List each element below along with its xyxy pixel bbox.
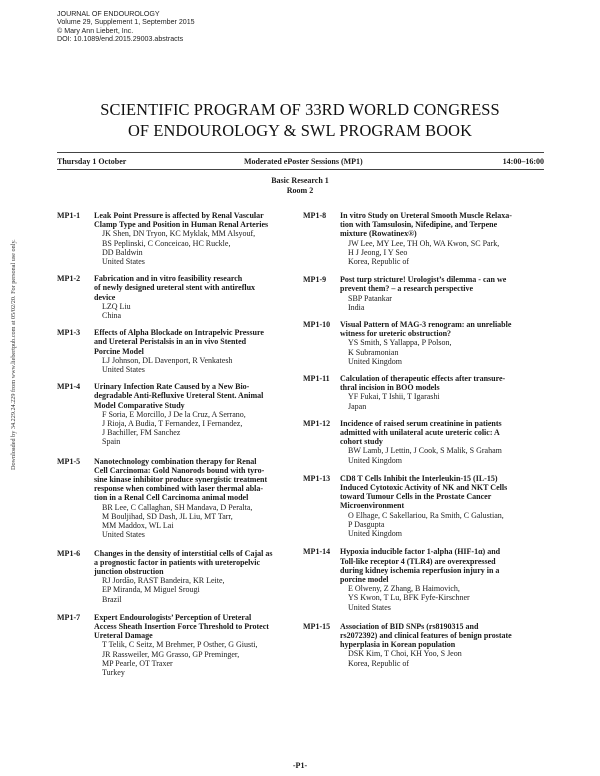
abstract-code: MP1-8 (303, 211, 327, 220)
journal-copyright: © Mary Ann Liebert, Inc. (57, 26, 134, 35)
abstract-entry (57, 613, 297, 677)
abstract-authors (348, 511, 548, 539)
abstract-code: MP1-13 (303, 473, 331, 483)
abstract-body (94, 382, 297, 446)
abstract-entry (57, 457, 297, 540)
abstract-code: MP1-5 (57, 456, 81, 466)
abstract-entry (303, 474, 548, 538)
abstract-title-line: Hypoxia inducible factor 1-alpha (HIF-1α) and (340, 547, 501, 557)
abstract-authors (348, 446, 548, 464)
abstract-author-line: MP Pearle, OT Traxer (102, 658, 173, 668)
abstract-author-line: F Soria, E Morcillo, J De la Cruz, A Serrano, (102, 409, 246, 419)
session-header (57, 157, 544, 169)
abstract-country: United States (102, 530, 145, 540)
abstract-country: Japan (348, 401, 367, 411)
abstract-body (94, 613, 297, 677)
right-column (303, 211, 548, 668)
abstract-author-line: BR Lee, C Callaghan, SH Mandava, D Peralta, (102, 502, 253, 512)
abstract-authors (348, 294, 548, 312)
abstract-author-line: J Rioja, A Budia, T Fernandez, I Fernandez, (102, 419, 243, 429)
abstract-country: United States (102, 365, 145, 375)
abstract-body (340, 419, 548, 465)
abstract-title-line: Expert Endourologists’ Perception of Ureteral (94, 612, 252, 622)
abstract-author-line: O Elhage, C Sakellariou, Ra Smith, C Galustian, (348, 510, 504, 520)
abstract-title-line: of newly designed ureteral stent with antireflux (94, 283, 256, 293)
session-name: Moderated ePoster Sessions (MP1) (244, 157, 363, 166)
abstract-body (340, 374, 548, 411)
abstract-entry (303, 320, 548, 366)
abstract-title (340, 320, 548, 338)
abstract-body (94, 274, 297, 320)
abstract-title-line: a prognostic factor in patients with ureteropelvic (94, 557, 261, 567)
abstract-title (94, 382, 297, 410)
session-day: Thursday 1 October (57, 157, 127, 166)
abstract-title-line: device (94, 292, 116, 302)
abstract-authors (348, 338, 548, 366)
abstract-authors (102, 302, 297, 320)
abstract-code: MP1-1 (57, 211, 81, 220)
abstract-code: MP1-2 (57, 274, 81, 284)
abstract-author-line: YS Smith, S Yallappa, P Polson, (348, 338, 452, 348)
abstract-code: MP1-11 (303, 374, 330, 384)
left-column (57, 211, 297, 677)
page-number: -P1- (292, 761, 308, 770)
abstract-code: MP1-9 (303, 275, 327, 285)
abstract-title (340, 419, 548, 447)
abstract-title-line: Incidence of raised serum creatinine in patients (340, 418, 502, 428)
abstract-author-line: DSK Kim, T Choi, KH Yoo, S Jeon (348, 649, 462, 659)
abstract-title-line: sine kinase inhibitor produce synergistic treatment (94, 475, 268, 485)
abstract-authors (102, 576, 297, 604)
abstract-title-line: degradable Anti-Refluxive Ureteral Stent. Animal (94, 391, 264, 401)
abstract-title-line: thral incision in BOO models (340, 383, 440, 393)
abstract-authors (102, 410, 297, 447)
abstract-title-line: toward Tumour Cells in the Prostate Cancer (340, 492, 492, 502)
abstract-author-line: J Bachiller, FM Sanchez (102, 428, 181, 438)
abstract-author-line: JK Shen, DN Tryon, KC Myklak, MM Alsyouf, (102, 229, 256, 239)
abstract-authors (102, 229, 297, 266)
abstract-title-line: CD8 T Cells Inhibit the Interleukin-15 (IL-15) (340, 473, 498, 483)
abstract-body (340, 547, 548, 611)
abstract-author-line: LZQ Liu (102, 301, 131, 311)
abstract-title-line: Ureteral Damage (94, 631, 153, 641)
abstract-author-line: LJ Johnson, DL Davenport, R Venkatesh (102, 355, 233, 365)
abstract-title (340, 275, 548, 293)
abstract-entry (303, 211, 548, 266)
abstract-title-line: Visual Pattern of MAG-3 renogram: an unreliable (340, 320, 512, 330)
abstract-country: Turkey (102, 667, 125, 677)
title-line-1: SCIENTIFIC PROGRAM OF 33RD WORLD CONGRESS (100, 100, 500, 119)
abstract-title-line: Microenvironment (340, 501, 405, 511)
abstract-title (340, 474, 548, 511)
abstract-title-line: mixture (Rowatinex®) (340, 229, 417, 239)
abstract-code: MP1-7 (57, 612, 81, 622)
abstract-author-line: SBP Patankar (348, 293, 392, 303)
abstract-title-line: Urinary Infection Rate Caused by a New Bio- (94, 382, 250, 392)
abstract-code: MP1-12 (303, 418, 331, 428)
abstract-title-line: during kidney ischemia reperfusion injury in a (340, 565, 500, 575)
journal-volume: Volume 29, Supplement 1, September 2015 (57, 18, 195, 27)
abstract-body (94, 549, 297, 604)
abstract-title-line: Effects of Alpha Blockade on Intrapelvic Pressure (94, 328, 264, 338)
abstract-author-line: RJ Jordão, RAST Bandeira, KR Leite, (102, 576, 225, 586)
abstract-country: United States (102, 257, 145, 267)
abstract-title-line: Porcine Model (94, 346, 144, 356)
abstract-body (94, 457, 297, 540)
abstract-country: United Kingdom (348, 356, 402, 366)
session-subtitle: Basic Research 1 (271, 176, 329, 185)
abstract-country: Spain (102, 437, 121, 447)
abstract-entry (57, 211, 297, 266)
abstract-authors (102, 640, 297, 677)
abstract-body (94, 211, 297, 266)
abstract-authors (348, 584, 548, 612)
top-rule (57, 152, 544, 153)
page-title (0, 99, 600, 141)
abstract-author-line: EP Miranda, M Miguel Srougi (102, 585, 200, 595)
abstract-title-line: porcine model (340, 574, 389, 584)
session-rule (57, 169, 544, 170)
abstract-author-line: M Bouljihad, SD Dash, JL Liu, MT Tarr, (102, 511, 233, 521)
abstract-body (340, 622, 548, 668)
abstract-title (340, 547, 548, 584)
abstract-title (94, 613, 297, 641)
abstract-title-line: response when combined with laser thermal abla- (94, 484, 264, 494)
abstract-entry (57, 328, 297, 374)
abstract-title (94, 457, 297, 503)
abstract-title-line: admitted with unilateral acute ureteric colic: A (340, 428, 500, 438)
abstract-author-line: E Olweny, Z Zhang, B Haimovich, (348, 584, 460, 594)
abstract-authors (102, 503, 297, 540)
abstract-country: India (348, 302, 365, 312)
abstract-body (340, 275, 548, 312)
abstract-body (94, 328, 297, 374)
abstract-title-line: witness for ureteric obstruction? (340, 329, 452, 339)
session-time: 14:00–16:00 (502, 157, 544, 166)
abstract-code: MP1-10 (303, 320, 331, 330)
abstract-title-line: In vitro Study on Ureteral Smooth Muscle Relaxa- (340, 211, 512, 220)
abstract-entry (57, 549, 297, 604)
abstract-title-line: Induced Cytotoxic Activity of NK and NKT Cells (340, 483, 508, 493)
abstract-entry (303, 419, 548, 465)
abstract-author-line: YF Fukai, T Ishii, T Igarashi (348, 392, 440, 402)
abstract-title-line: Access Sheath Insertion Force Threshold to Protect (94, 621, 269, 631)
abstract-author-line: T Telik, C Seitz, M Brehmer, P Osther, G Giusti, (102, 640, 258, 650)
abstract-title (340, 211, 548, 239)
abstract-title (94, 328, 297, 356)
abstract-body (340, 474, 548, 538)
abstract-title-line: Post turp stricture! Urologist’s dilemma - can we (340, 275, 507, 285)
abstract-author-line: K Subramonian (348, 347, 399, 357)
abstract-title-line: Model Comparative Study (94, 400, 185, 410)
abstract-title-line: hyperplasia in Korean population (340, 640, 456, 650)
abstract-code: MP1-6 (57, 548, 81, 558)
abstract-author-line: BW Lamb, J Lettin, J Cook, S Malik, S Graham (348, 446, 502, 456)
journal-doi: DOI: 10.1089/end.2015.29003.abstracts (57, 35, 184, 44)
abstract-country: Brazil (102, 594, 122, 604)
journal-name: JOURNAL OF ENDOUROLOGY (57, 10, 160, 18)
journal-header (57, 10, 195, 44)
abstract-code: MP1-15 (303, 621, 331, 631)
abstract-title-line: Nanotechnology combination therapy for Renal (94, 456, 257, 466)
abstract-author-line: YS Kwon, T Lu, BFK Fyfe-Kirschner (348, 593, 470, 603)
abstract-country: United Kingdom (348, 529, 402, 539)
abstract-body (340, 320, 548, 366)
abstract-entry (57, 274, 297, 320)
abstract-author-line: JR Rassweiler, MG Grasso, GP Preminger, (102, 649, 240, 659)
abstract-title-line: tion with Tamsulosin, Nifedipine, and Terpene (340, 220, 498, 230)
abstract-title (340, 374, 548, 392)
abstract-authors (102, 356, 297, 374)
abstract-author-line: MM Maddox, WL Lai (102, 521, 174, 531)
abstract-country: United States (348, 602, 391, 612)
abstract-entry (303, 275, 548, 312)
abstract-title-line: Leak Point Pressure is affected by Renal Vascular (94, 211, 264, 220)
abstract-title-line: Toll-like receptor 4 (TLR4) are overexpressed (340, 556, 496, 566)
abstract-author-line: P Dasgupta (348, 519, 385, 529)
abstract-title-line: Cell Carcinoma: Gold Nanorods bound with tyro- (94, 465, 265, 475)
abstract-code: MP1-14 (303, 547, 331, 557)
abstract-country: Korea, Republic of (348, 257, 410, 267)
abstract-authors (348, 392, 548, 410)
abstract-code: MP1-4 (57, 382, 81, 392)
abstract-body (340, 211, 548, 266)
download-side-note-text: Downloaded by 34.229.24.229 from www.liebertpub.com at 05/02/20. For personal use only. (10, 239, 17, 470)
abstract-entry (303, 374, 548, 411)
abstract-authors (348, 649, 548, 667)
abstract-title (94, 549, 297, 577)
abstract-title-line: cohort study (340, 437, 383, 447)
abstract-author-line: BS Peplinski, C Conceicao, HC Ruckle, (102, 238, 231, 248)
session-room: Room 2 (286, 186, 314, 195)
abstract-title-line: and Ureteral Peristalsis in an in vivo Stented (94, 337, 247, 347)
abstract-country: United Kingdom (348, 455, 402, 465)
abstract-title-line: prevent them? – a research perspective (340, 284, 474, 294)
abstract-code: MP1-3 (57, 328, 81, 338)
abstract-entry (303, 547, 548, 611)
abstract-author-line: JW Lee, MY Lee, TH Oh, WA Kwon, SC Park, (348, 238, 500, 248)
abstract-title (94, 211, 297, 229)
abstract-entry (303, 622, 548, 668)
abstract-title-line: tion in a Renal Cell Carcinoma animal model (94, 493, 249, 503)
abstract-country: Korea, Republic of (348, 658, 410, 668)
abstract-title-line: Fabrication and in vitro feasibility research (94, 274, 243, 284)
abstract-title-line: Clamp Type and Position in Human Renal Arteries (94, 220, 269, 230)
abstract-country: China (102, 311, 122, 321)
abstract-title (340, 622, 548, 650)
abstract-title-line: Association of BID SNPs (rs8190315 and (340, 621, 479, 631)
abstract-title-line: junction obstruction (94, 566, 164, 576)
abstract-entry (57, 382, 297, 446)
abstract-title-line: rs2072392) and clinical features of benign prostate (340, 630, 512, 640)
title-line-2: OF ENDOUROLOGY & SWL PROGRAM BOOK (127, 121, 473, 140)
abstract-title-line: Calculation of therapeutic effects after transure- (340, 374, 506, 384)
abstract-author-line: H J Jeong, I Y Seo (348, 247, 408, 257)
abstract-authors (348, 239, 548, 267)
abstract-title (94, 274, 297, 302)
abstract-author-line: DD Baldwin (102, 247, 143, 257)
abstract-title-line: Changes in the density of interstitial cells of Cajal as (94, 548, 273, 558)
